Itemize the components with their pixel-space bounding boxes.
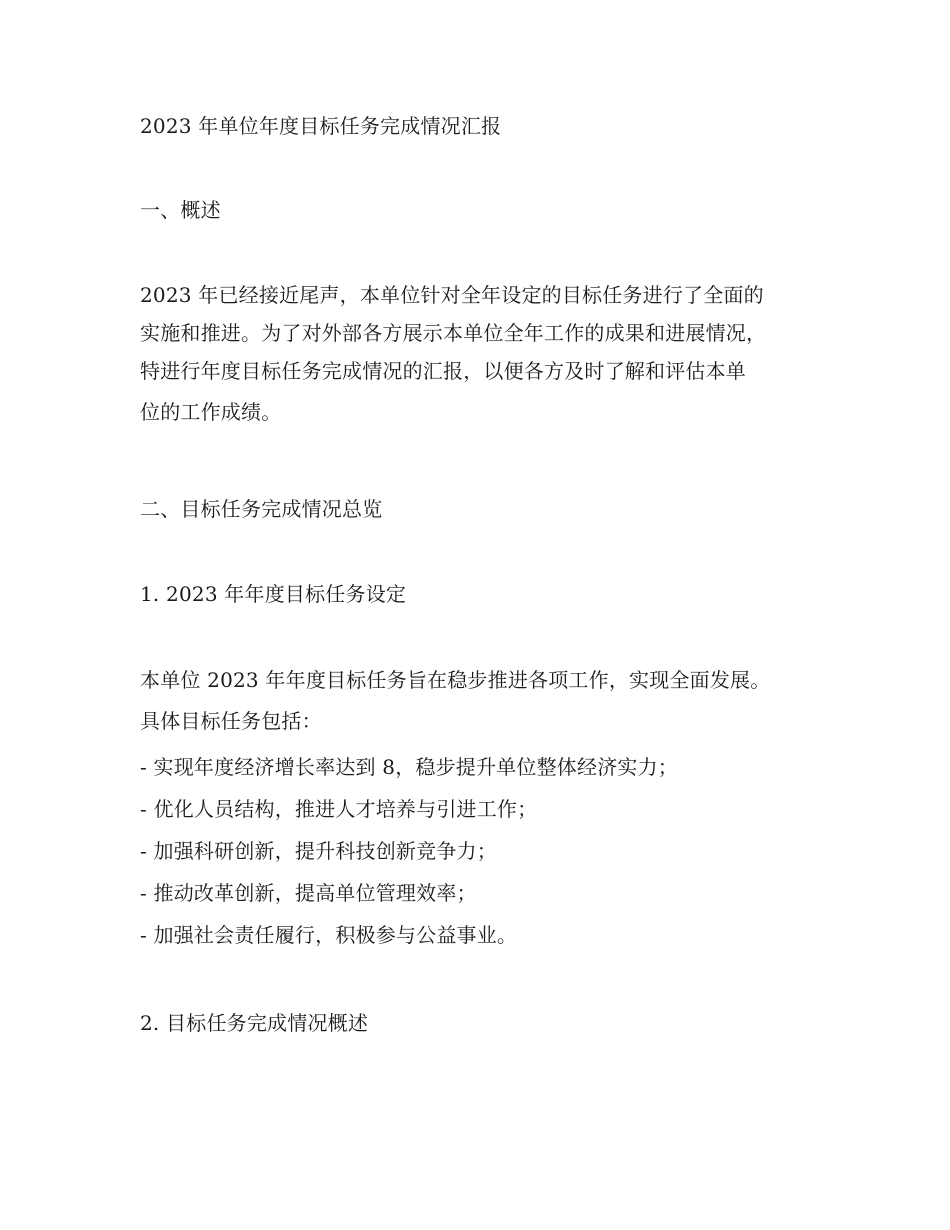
subsection-heading-targets: 1. 2023 年年度目标任务设定: [140, 582, 407, 606]
section-heading-overview-of-completion: 二、目标任务完成情况总览: [140, 497, 383, 521]
paragraph-line: 实施和推进。为了对外部各方展示本单位全年工作的成果和进展情况，: [140, 321, 767, 345]
document-title: 2023 年单位年度目标任务完成情况汇报: [140, 114, 502, 138]
section-heading-overview: 一、概述: [140, 198, 221, 222]
subsection-heading-completion-summary: 2. 目标任务完成情况概述: [140, 1011, 369, 1035]
list-item: - 实现年度经济增长率达到 8，稳步提升单位整体经济实力；: [140, 755, 678, 779]
list-item: - 加强社会责任履行，积极参与公益事业。: [140, 923, 518, 947]
list-item: - 加强科研创新，提升科技创新竞争力；: [140, 839, 497, 863]
paragraph-line: 特进行年度目标任务完成情况的汇报，以便各方及时了解和评估本单: [140, 359, 746, 383]
intro-line: 具体目标任务包括：: [140, 709, 322, 733]
intro-line: 本单位 2023 年年度目标任务旨在稳步推进各项工作，实现全面发展。: [140, 668, 771, 692]
paragraph-line: 位的工作成绩。: [140, 400, 282, 424]
list-item: - 优化人员结构，推进人才培养与引进工作；: [140, 797, 538, 821]
paragraph-line: 2023 年已经接近尾声，本单位针对全年设定的目标任务进行了全面的: [140, 283, 764, 307]
list-item: - 推动改革创新，提高单位管理效率；: [140, 881, 477, 905]
